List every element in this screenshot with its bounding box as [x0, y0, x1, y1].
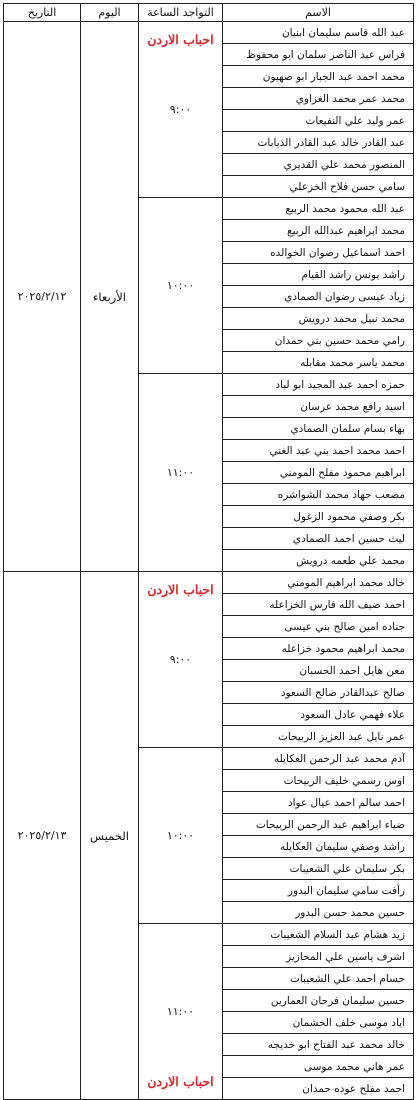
- group-badge: احباب الاردن: [147, 1074, 214, 1089]
- time-cell: [139, 22, 223, 198]
- time-cell: [139, 748, 223, 924]
- name-cell: ليث حسين احمد الصمادي: [223, 528, 414, 550]
- name-cell: صالح عبدالقادر صالح السعود: [223, 682, 414, 704]
- name-cell: بهاء بسام سلمان الصمادي: [223, 418, 414, 440]
- header-day: اليوم: [81, 4, 139, 22]
- name-cell: علاء فهمي عادل السعود: [223, 704, 414, 726]
- table-row: [4, 22, 414, 44]
- date-cell: ٢٠٢٥/٢/١٣: [4, 572, 81, 1100]
- time-cell: [139, 924, 223, 1100]
- day-cell: الخميس: [81, 572, 139, 1100]
- name-cell: راشد وصفي سليمان العكايله: [223, 836, 414, 858]
- time-label: ١٠:٠٠: [166, 279, 195, 292]
- table-row: [4, 572, 414, 594]
- name-cell: محمد عمر محمد الغزاوي: [223, 88, 414, 110]
- name-cell: زياد عيسى رضوان الصمادي: [223, 286, 414, 308]
- name-cell: عمر نايل عبد العزيز الربيحات: [223, 726, 414, 748]
- name-cell: المنصور محمد علي القديري: [223, 154, 414, 176]
- name-cell: محمد علي طعمه درويش: [223, 550, 414, 572]
- time-label: ١١:٠٠: [166, 466, 195, 479]
- name-cell: محمد ابراهيم محمود خزاعله: [223, 638, 414, 660]
- header-time: التواجد الساعة: [139, 4, 223, 22]
- name-cell: محمد ابراهيم عبدالله الربيع: [223, 220, 414, 242]
- time-label: ١١:٠٠: [166, 1005, 195, 1018]
- name-cell: معن هايل احمد الحسبان: [223, 660, 414, 682]
- name-cell: احمد مفلح عوده حمدان: [223, 1078, 414, 1100]
- table-body: [4, 22, 414, 1100]
- header-name: الاسم: [223, 4, 414, 22]
- date-cell: ٢٠٢٥/٢/١٢: [4, 22, 81, 572]
- name-cell: احمد ضيف الله فارس الخزاعله: [223, 594, 414, 616]
- name-cell: عبد القادر خالد عبد القادر الذيابات: [223, 132, 414, 154]
- name-cell: اوس رسمي خليف الربيحات: [223, 770, 414, 792]
- time-label: ٩:٠٠: [169, 103, 192, 116]
- name-cell: عمر هاني محمد موسى: [223, 1056, 414, 1078]
- name-cell: اشرف ياسين علي المحازيز: [223, 946, 414, 968]
- name-cell: رأفت سامي سليمان البدور: [223, 880, 414, 902]
- name-cell: عبد الله محمود محمد الربيع: [223, 198, 414, 220]
- name-cell: احمد اسماعيل رضوان الخوالده: [223, 242, 414, 264]
- table-header: [4, 4, 414, 22]
- name-cell: حمزه احمد عبد المجيد ابو لباد: [223, 374, 414, 396]
- schedule-table: [3, 3, 414, 1100]
- schedule-sheet: [4, 3, 414, 1095]
- name-cell: احمد محمد احمد بني عبد الغني: [223, 440, 414, 462]
- name-cell: عبد الله قاسم سليمان ابنيان: [223, 22, 414, 44]
- name-cell: زيد هشام عبد السلام الشعيبات: [223, 924, 414, 946]
- time-cell: [139, 572, 223, 748]
- name-cell: حسين سليمان فرحان العمارين: [223, 990, 414, 1012]
- time-cell: [139, 374, 223, 572]
- name-cell: بكر سليمان علي الشعيبات: [223, 858, 414, 880]
- day-cell: الأربعاء: [81, 22, 139, 572]
- header-date: التاريخ: [4, 4, 81, 22]
- name-cell: ضياء ابراهيم عبد الرحمن الربيحات: [223, 814, 414, 836]
- group-badge: احباب الاردن: [147, 582, 214, 597]
- name-cell: محمد ياسر محمد مقابله: [223, 352, 414, 374]
- name-cell: سامي حسن فلاح الخزعلي: [223, 176, 414, 198]
- time-label: ١٠:٠٠: [166, 829, 195, 842]
- name-cell: اسيد رافع محمد عرسان: [223, 396, 414, 418]
- time-cell: [139, 198, 223, 374]
- name-cell: جناده امين صالح بني عيسى: [223, 616, 414, 638]
- name-cell: احمد سالم احمد عيال عواد: [223, 792, 414, 814]
- time-label: ٩:٠٠: [169, 653, 192, 666]
- name-cell: حسام احمد علي الشعيبات: [223, 968, 414, 990]
- name-cell: خالد محمد عبد الفتاح ابو خديجه: [223, 1034, 414, 1056]
- name-cell: راشد يونس راشد القيام: [223, 264, 414, 286]
- group-badge: احباب الاردن: [147, 32, 214, 47]
- name-cell: مصعب جهاد محمد الشواشره: [223, 484, 414, 506]
- name-cell: رامي محمد حسين بني حمدان: [223, 330, 414, 352]
- name-cell: فراس عبد الناصر سلمان ابو محفوظ: [223, 44, 414, 66]
- name-cell: اياد موسى خلف الخشمان: [223, 1012, 414, 1034]
- name-cell: عمر وليد علي النفيعات: [223, 110, 414, 132]
- name-cell: بكر وصفي محمود الزغول: [223, 506, 414, 528]
- name-cell: محمد احمد عبد الجبار ابو صهيون: [223, 66, 414, 88]
- name-cell: محمد نبيل محمد درويش: [223, 308, 414, 330]
- name-cell: آدم محمد عبد الرحمن العكايله: [223, 748, 414, 770]
- name-cell: ابراهيم محمود مفلح المومني: [223, 462, 414, 484]
- name-cell: خالد محمد ابراهيم المومني: [223, 572, 414, 594]
- name-cell: حسين محمد حسن البدور: [223, 902, 414, 924]
- header-row: [4, 4, 414, 22]
